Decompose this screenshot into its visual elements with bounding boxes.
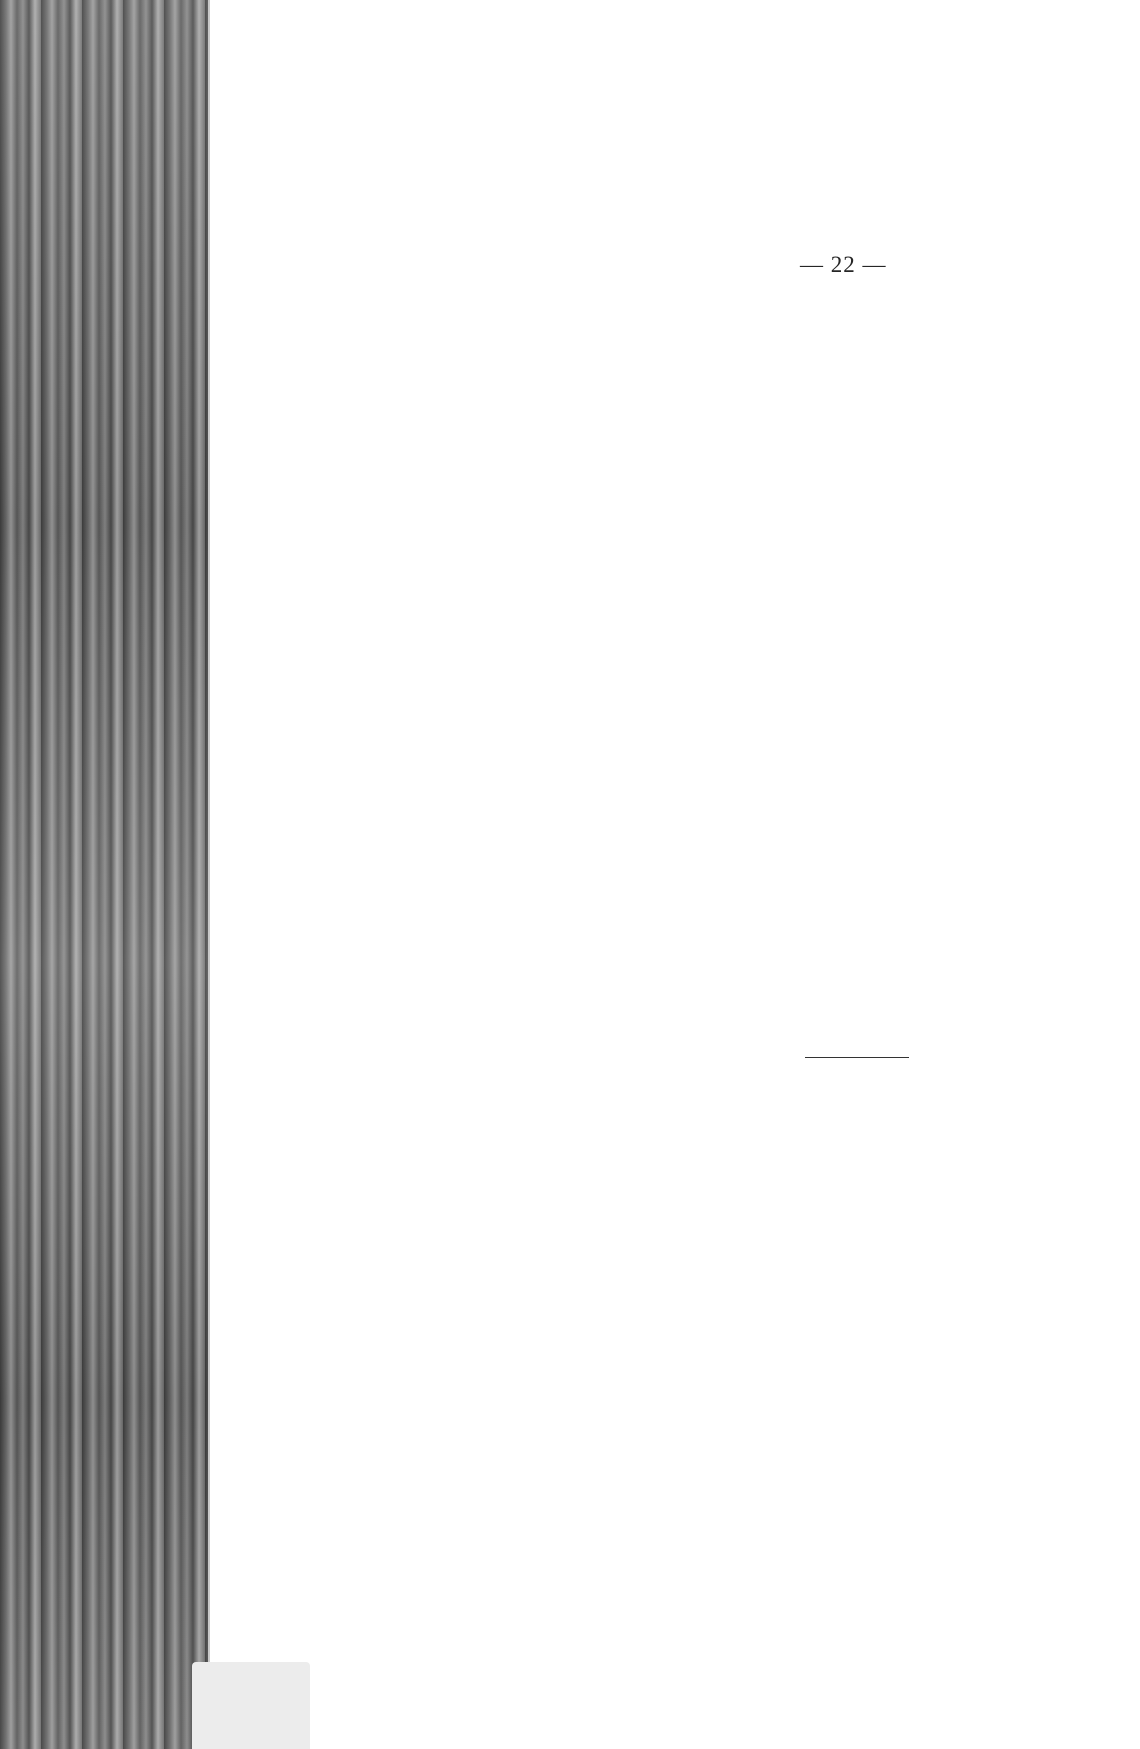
page-edge [208, 0, 210, 1749]
page-number: — 22 — [800, 252, 887, 277]
page-corner [192, 1662, 310, 1749]
adjacent-page-stack [0, 0, 208, 1749]
closing-rule [805, 1057, 909, 1058]
